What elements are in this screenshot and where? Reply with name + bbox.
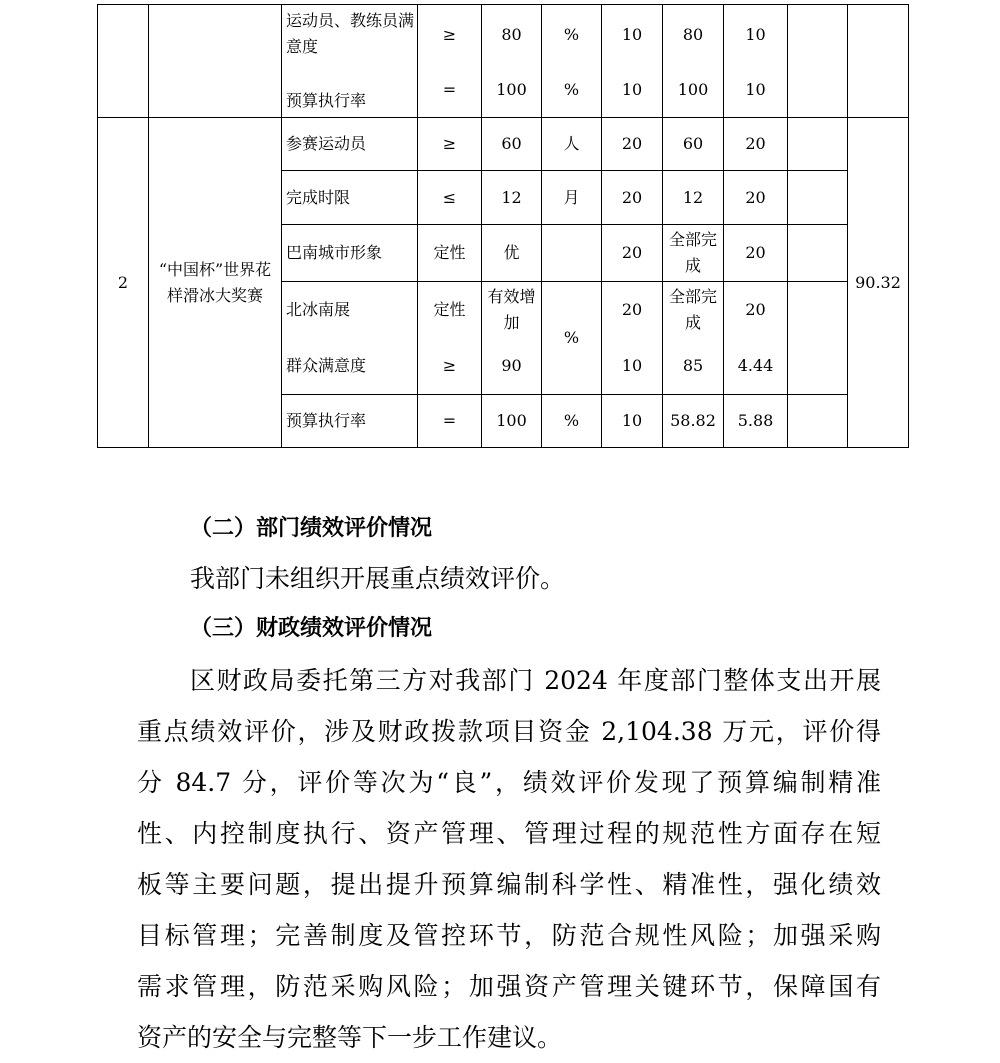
score-cell: 20 <box>724 225 788 282</box>
table-row <box>98 118 909 171</box>
table-row <box>98 5 909 118</box>
weight-cell: 20 <box>602 225 663 282</box>
empty-cell <box>788 118 848 171</box>
target-cell: 优 <box>482 225 542 282</box>
unit-cell: 人 <box>542 118 602 171</box>
department-evaluation-text: 我部门未组织开展重点绩效评价。 <box>190 564 566 593</box>
indicator-cell: 运动员、教练员满意度 预算执行率 <box>282 5 418 118</box>
performance-table <box>97 4 909 448</box>
actual-cell: 80 100 <box>663 5 724 118</box>
target-cell: 100 <box>482 395 542 448</box>
weight-cell: 20 10 <box>602 282 663 395</box>
operator-cell: = <box>418 395 482 448</box>
section-title-fiscal-evaluation: （三）财政绩效评价情况 <box>190 615 433 641</box>
fiscal-evaluation-paragraph <box>137 655 881 1063</box>
weight-cell: 20 <box>602 171 663 225</box>
project-number-cell <box>98 5 149 118</box>
actual-cell: 58.82 <box>663 395 724 448</box>
project-number-cell: 2 <box>98 118 149 448</box>
unit-cell: % % <box>542 5 602 118</box>
paragraph-line: 板等主要问题，提出提升预算编制科学性、精准性，强化绩效 <box>137 870 881 899</box>
actual-cell: 12 <box>663 171 724 225</box>
score-cell: 20 <box>724 171 788 225</box>
operator-cell: ≥ = <box>418 5 482 118</box>
paragraph-line: 区财政局委托第三方对我部门 2024 年度部门整体支出开展 <box>190 666 881 695</box>
score-cell: 5.88 <box>724 395 788 448</box>
total-cell: 90.32 <box>848 118 909 448</box>
project-name-cell <box>149 5 282 118</box>
actual-cell: 全部完成 85 <box>663 282 724 395</box>
score-cell: 10 10 <box>724 5 788 118</box>
unit-cell <box>542 225 602 282</box>
empty-cell <box>788 395 848 448</box>
paragraph-line: 分 84.7 分，评价等次为“良”，绩效评价发现了预算编制精准 <box>137 768 881 797</box>
paragraph-line: 重点绩效评价，涉及财政拨款项目资金 2,104.38 万元，评价得 <box>137 717 881 746</box>
indicator-cell: 完成时限 <box>282 171 418 225</box>
indicator-cell: 参赛运动员 <box>282 118 418 171</box>
total-cell <box>848 5 909 118</box>
empty-cell <box>788 171 848 225</box>
score-cell: 20 4.44 <box>724 282 788 395</box>
actual-cell: 全部完成 <box>663 225 724 282</box>
empty-cell <box>788 282 848 395</box>
weight-cell: 10 <box>602 395 663 448</box>
empty-cell <box>788 5 848 118</box>
operator-cell: 定性 ≥ <box>418 282 482 395</box>
target-cell: 12 <box>482 171 542 225</box>
paragraph-line: 目标管理；完善制度及管控环节，防范合规性风险；加强采购 <box>137 921 881 950</box>
paragraph-line: 性、内控制度执行、资产管理、管理过程的规范性方面存在短 <box>137 819 881 848</box>
paragraph-line: 需求管理，防范采购风险；加强资产管理关键环节，保障国有 <box>137 972 881 1001</box>
score-cell: 20 <box>724 118 788 171</box>
unit-cell: % <box>542 395 602 448</box>
project-name-cell: “中国杯”世界花样滑冰大奖赛 <box>149 118 282 448</box>
indicator-cell: 北冰南展 群众满意度 <box>282 282 418 395</box>
target-cell: 有效增加 90 <box>482 282 542 395</box>
operator-cell: ≤ <box>418 171 482 225</box>
target-cell: 60 <box>482 118 542 171</box>
indicator-cell: 预算执行率 <box>282 395 418 448</box>
weight-cell: 10 10 <box>602 5 663 118</box>
indicator-cell: 巴南城市形象 <box>282 225 418 282</box>
unit-cell: 月 <box>542 171 602 225</box>
unit-cell: % <box>542 282 602 395</box>
paragraph-line: 资产的安全与完整等下一步工作建议。 <box>137 1023 563 1052</box>
weight-cell: 20 <box>602 118 663 171</box>
operator-cell: ≥ <box>418 118 482 171</box>
target-cell: 80 100 <box>482 5 542 118</box>
empty-cell <box>788 225 848 282</box>
operator-cell: 定性 <box>418 225 482 282</box>
section-title-department-evaluation: （二）部门绩效评价情况 <box>190 515 433 541</box>
actual-cell: 60 <box>663 118 724 171</box>
